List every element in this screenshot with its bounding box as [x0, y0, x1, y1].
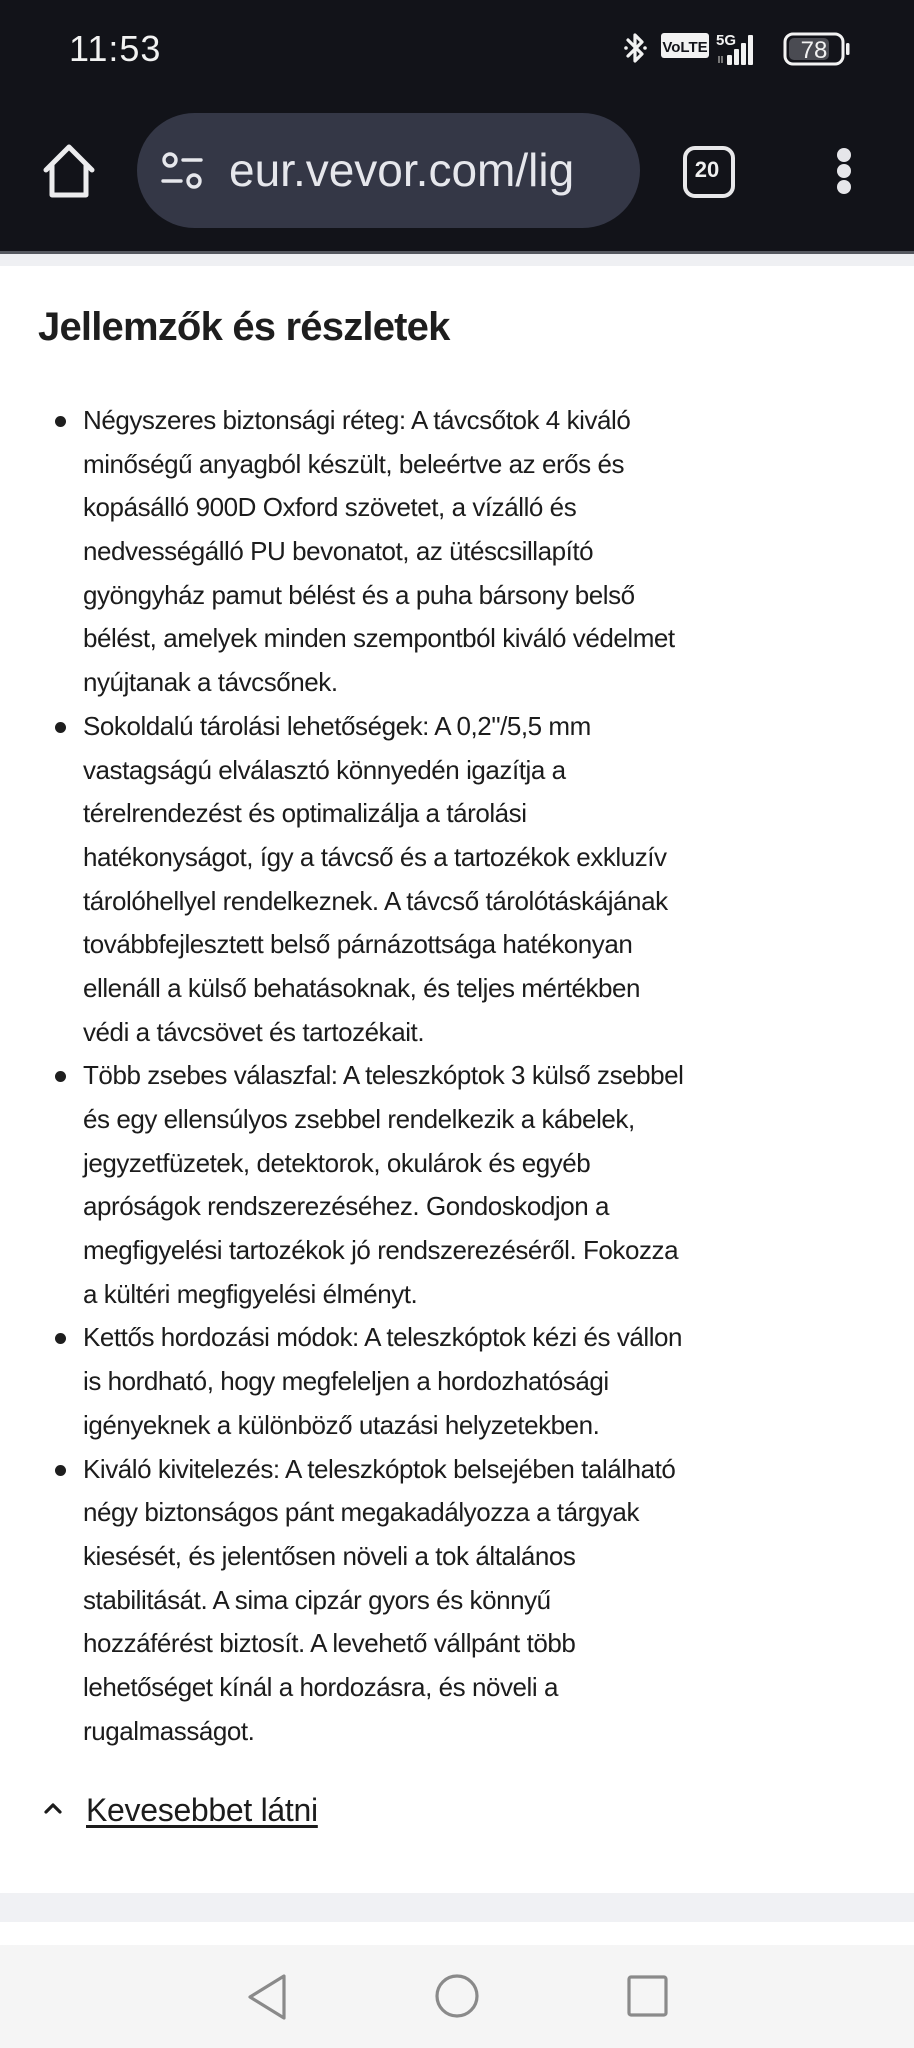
content-top-band	[0, 254, 914, 266]
status-bar	[0, 0, 914, 96]
bluetooth-icon	[624, 35, 647, 61]
feature-text-line: a kültéri megfigyelési élményt.	[83, 1278, 418, 1309]
bullet-icon	[55, 416, 66, 427]
tab-count: 20	[694, 157, 720, 182]
back-icon	[238, 1969, 294, 2025]
feature-text-line: Kettős hordozási módok: A teleszkóptok kézi és vállon	[83, 1322, 683, 1353]
home-icon	[38, 140, 100, 202]
feature-item	[0, 399, 914, 705]
feature-text-line: továbbfejlesztett belső párnázottsága hatékonyan	[83, 929, 633, 960]
feature-text-line: kiesését, és jelentősen növeli a tok általános	[83, 1540, 576, 1571]
home-nav-button[interactable]	[429, 1969, 485, 2025]
feature-item	[0, 1448, 914, 1754]
battery-level: 78	[800, 37, 828, 64]
feature-text-line: gyöngyház pamut bélést és a puha bársony belső	[83, 579, 635, 610]
5g-signal-icon	[716, 32, 753, 65]
more-menu-button[interactable]	[824, 140, 864, 202]
feature-item	[0, 1316, 914, 1447]
feature-text-line: Több zsebes válaszfal: A teleszkóptok 3 külső zsebbel	[83, 1060, 684, 1091]
feature-text-line: is hordható, hogy megfeleljen a hordozhatósági	[83, 1366, 609, 1397]
feature-text-line: igényeknek a különböző utazási helyzetekben.	[83, 1409, 600, 1440]
feature-text-line: bélést, amelyek minden szempontból kiváló védelmet	[83, 623, 675, 654]
feature-text-line: jegyzetfüzetek, detektorok, okulárok és egyéb	[83, 1147, 591, 1178]
bullet-icon	[55, 722, 66, 733]
battery-icon	[785, 34, 850, 64]
feature-text-line: Négyszeres biztonsági réteg: A távcsőtok 4 kiváló	[83, 405, 631, 435]
feature-text-line: négy biztonságos pánt megakadályozza a tárgyak	[83, 1497, 639, 1528]
url-text[interactable]: eur.vevor.com/lig	[229, 144, 575, 196]
bullet-icon	[55, 1333, 66, 1344]
status-icons	[620, 30, 860, 70]
recents-icon	[619, 1969, 675, 2025]
feature-text-line: hatékonyságot, így a távcső és a tartozékok exkluzív	[83, 841, 667, 872]
feature-text-line: nedvességálló PU bevonatot, az ütéscsillapító	[83, 536, 594, 567]
feature-text-line: rugalmasságot.	[83, 1715, 255, 1746]
address-bar[interactable]	[137, 113, 640, 228]
volte-label: VoLTE	[662, 39, 708, 56]
feature-text-line: Kiváló kivitelezés: A teleszkóptok belsejében található	[83, 1453, 676, 1484]
section-separator	[0, 1893, 914, 1922]
feature-item	[0, 705, 914, 1055]
status-time: 11:53	[69, 28, 162, 69]
feature-text-line: nyújtanak a távcsőnek.	[83, 667, 338, 698]
feature-text-line: védi a távcsövet és tartozékait.	[83, 1016, 425, 1047]
home-button[interactable]	[38, 140, 100, 202]
feature-text-line: megfigyelési tartozékok jó rendszerezéséről. Fokozza	[83, 1235, 679, 1266]
bullet-icon	[55, 1465, 66, 1476]
system-nav-bar	[0, 1945, 914, 2048]
recents-button[interactable]	[619, 1969, 675, 2025]
feature-text-line: ellenáll a külső behatásoknak, és teljes mértékben	[83, 972, 641, 1003]
tab-switcher-button[interactable]	[681, 144, 735, 198]
volte-icon	[661, 33, 709, 58]
chevron-up-icon	[44, 1802, 62, 1814]
feature-text-line: lehetőséget kínál a hordozásra, és növeli a	[83, 1671, 558, 1702]
show-less-link[interactable]: Kevesebbet látni	[86, 1792, 318, 1828]
feature-text-line: apróságok rendszerezéséhez. Gondoskodjon a	[83, 1191, 610, 1222]
feature-text-line: Sokoldalú tárolási lehetőségek: A 0,2"/5,5 mm	[83, 710, 591, 741]
features-list	[0, 399, 914, 1753]
feature-item	[0, 1054, 914, 1316]
section-title: Jellemzők és részletek	[38, 305, 450, 349]
feature-text-line: térelrendezést és optimalizálja a tárolási	[83, 798, 527, 829]
bullet-icon	[55, 1071, 66, 1082]
home-circle-icon	[429, 1969, 485, 2025]
network-label: 5G	[716, 32, 737, 49]
feature-text-line: kopásálló 900D Oxford szövetet, a vízálló és	[83, 492, 577, 523]
feature-text-line: vastagságú elválasztó könnyedén igazítja a	[83, 754, 566, 785]
feature-text-line: hozzáférést biztosít. A levehető vállpánt több	[83, 1628, 576, 1659]
site-settings-icon[interactable]	[161, 151, 203, 191]
feature-text-line: és egy ellensúlyos zsebbel rendelkezik a kábelek,	[83, 1104, 635, 1134]
feature-text-line: stabilitását. A sima cipzár gyors és könnyű	[83, 1584, 551, 1615]
feature-text-line: tárolóhellyel rendelkeznek. A távcső tárolótáskájának	[83, 885, 668, 916]
feature-text-line: minőségű anyagból készült, beleértve az erős és	[83, 448, 625, 479]
back-button[interactable]	[238, 1969, 294, 2025]
